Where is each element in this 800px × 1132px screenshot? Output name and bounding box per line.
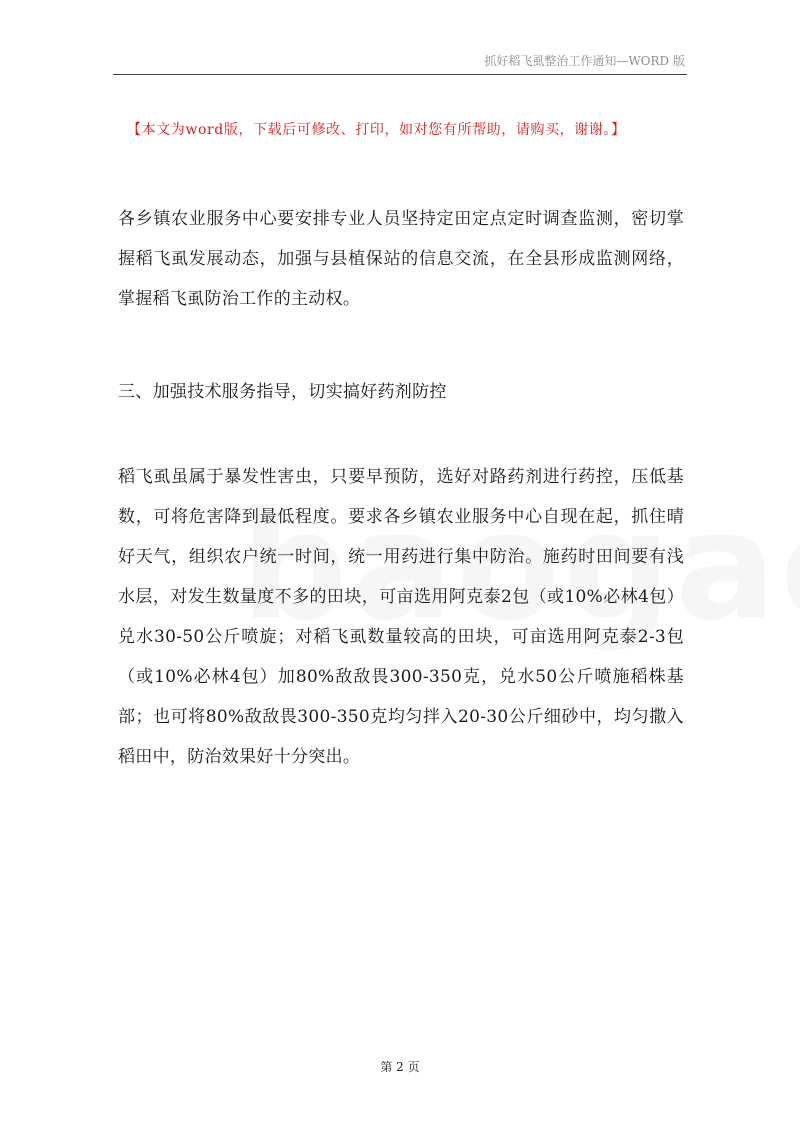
document-header-title: 抓好稻飞虱整治工作通知—WORD 版: [484, 54, 685, 68]
purchase-notice: 【本文为word版，下载后可修改、打印，如对您有所帮助，请购买，谢谢。】: [127, 122, 626, 138]
header-divider: [113, 74, 687, 75]
paragraph-monitoring: 各乡镇农业服务中心要安排专业人员坚持定田定点定时调查监测，密切掌握稻飞虱发展动态，加强与县植保站的信息交流，在全县形成监测网络，掌握稻飞虱防治工作的主动权。: [118, 209, 684, 309]
section-heading: 三、加强技术服务指导，切实搞好药剂防控: [118, 382, 447, 402]
paragraph-pesticide-control: 稻飞虱虽属于暴发性害虫，只要早预防，选好对路药剂进行药控，压低基数，可将危害降到最低程度。要求各乡镇农业服务中心自现在起，抓住晴好天气，组织农户统一时间，统一用药进行集中防治。施药时田间要有浅水层，对发生数量度不多的田块，可亩选用阿克泰2包（或10%必林4包）兑水30-50公斤喷旋；对稻飞虱数量较高的田块，可亩选用阿克泰2-3包（或10%必林4包）加80%敌敌畏300-350克，兑水50公斤喷施稻株基部；也可将80%敌敌畏300-350克均匀拌入20-30公斤细砂中，均匀撒入稻田中，防治效果好十分突出。: [118, 467, 684, 767]
page-number: 第 2 页: [380, 1060, 420, 1074]
